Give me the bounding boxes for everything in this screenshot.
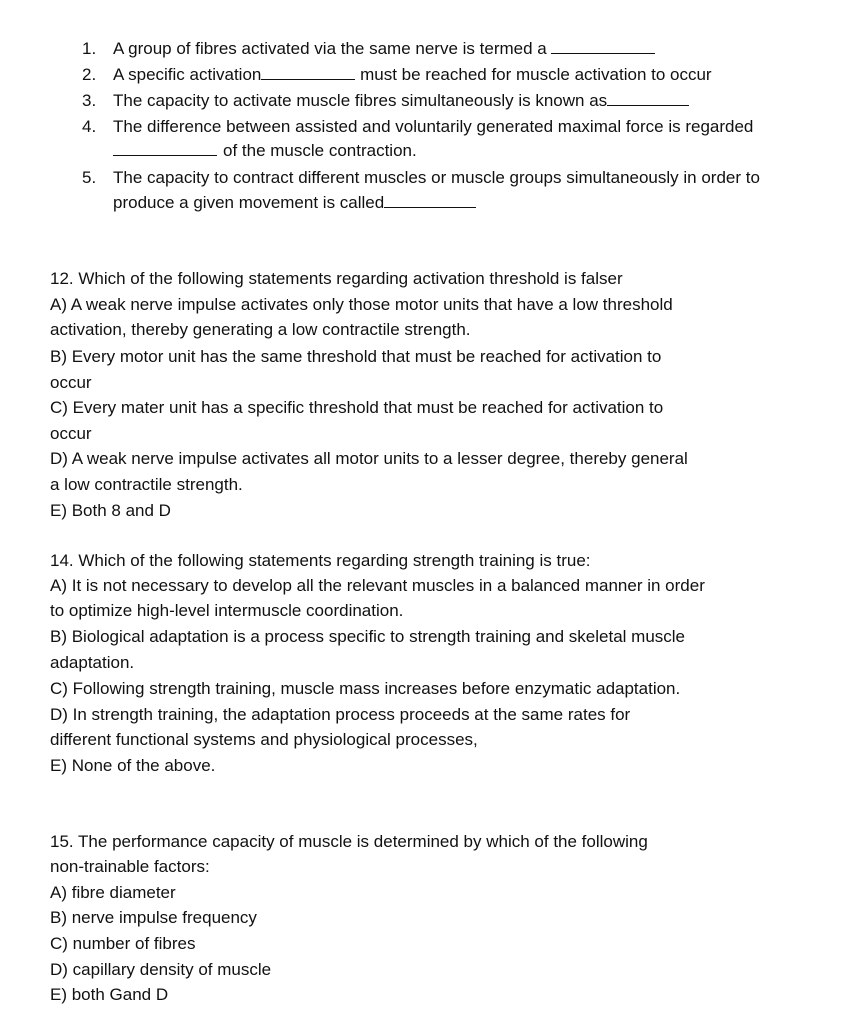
option-c: C) Following strength training, muscle mass increases before enzymatic adaptation. — [50, 679, 681, 698]
answer-blank[interactable] — [551, 39, 655, 54]
option-d-cont: different functional systems and physiological processes, — [50, 730, 478, 749]
option-b-cont: occur — [50, 373, 92, 392]
option-a-cont: activation, thereby generating a low contractile strength. — [50, 320, 471, 339]
question-stem-cont: non-trainable factors: — [50, 857, 210, 876]
item-text: A group of fibres activated via the same nerve is termed a — [113, 39, 547, 58]
answer-blank[interactable] — [607, 91, 689, 106]
fill-in-item-5-line1: The capacity to contract different muscles or muscle groups simultaneously in order to — [113, 168, 760, 187]
question-stem: 14. Which of the following statements regarding strength training is true: — [50, 551, 591, 570]
item-number: 1. — [82, 39, 97, 58]
option-c: C) number of fibres — [50, 934, 196, 953]
option-a: A) fibre diameter — [50, 883, 176, 902]
option-d: D) capillary density of muscle — [50, 960, 272, 979]
fill-in-item-3 — [113, 91, 689, 111]
option-b: B) Biological adaptation is a process specific to strength training and skeletal muscle — [50, 627, 686, 646]
option-c-cont: occur — [50, 424, 92, 443]
item-number: 4. — [82, 117, 97, 136]
option-e: E) both Gand D — [50, 985, 169, 1004]
item-text: produce a given movement is called — [113, 193, 385, 212]
fill-in-item-4-line1: The difference between assisted and voluntarily generated maximal force is regarded — [113, 117, 754, 136]
option-d: D) In strength training, the adaptation process proceeds at the same rates for — [50, 705, 631, 724]
answer-blank[interactable] — [384, 193, 476, 208]
option-a: A) A weak nerve impulse activates only those motor units that have a low threshold — [50, 295, 673, 314]
option-a: A) It is not necessary to develop all the relevant muscles in a balanced manner in order — [50, 576, 705, 595]
option-b-cont: adaptation. — [50, 653, 135, 672]
item-text: of the muscle contraction. — [223, 141, 417, 160]
answer-blank[interactable] — [113, 141, 217, 156]
question-stem: 12. Which of the following statements regarding activation threshold is falser — [50, 269, 623, 288]
option-a-cont: to optimize high-level intermuscle coordination. — [50, 601, 404, 620]
option-e: E) None of the above. — [50, 756, 216, 775]
option-b: B) Every motor unit has the same threshold that must be reached for activation to — [50, 347, 662, 366]
question-stem: 15. The performance capacity of muscle is determined by which of the following — [50, 832, 648, 851]
item-number: 2. — [82, 65, 97, 84]
option-d: D) A weak nerve impulse activates all motor units to a lesser degree, thereby general — [50, 449, 688, 468]
fill-in-item-4-line2 — [113, 141, 417, 161]
option-b: B) nerve impulse frequency — [50, 908, 257, 927]
item-text: A specific activation — [113, 65, 262, 84]
fill-in-item-2 — [113, 65, 712, 85]
option-e: E) Both 8 and D — [50, 501, 171, 520]
fill-in-item-1 — [113, 39, 655, 59]
option-c: C) Every mater unit has a specific threshold that must be reached for activation to — [50, 398, 664, 417]
item-number: 3. — [82, 91, 97, 110]
fill-in-item-5-line2 — [113, 193, 476, 213]
option-d-cont: a low contractile strength. — [50, 475, 243, 494]
item-text: must be reached for muscle activation to occur — [360, 65, 712, 84]
answer-blank[interactable] — [261, 65, 355, 80]
item-text: The capacity to activate muscle fibres simultaneously is known as — [113, 91, 608, 110]
item-number: 5. — [82, 168, 97, 187]
